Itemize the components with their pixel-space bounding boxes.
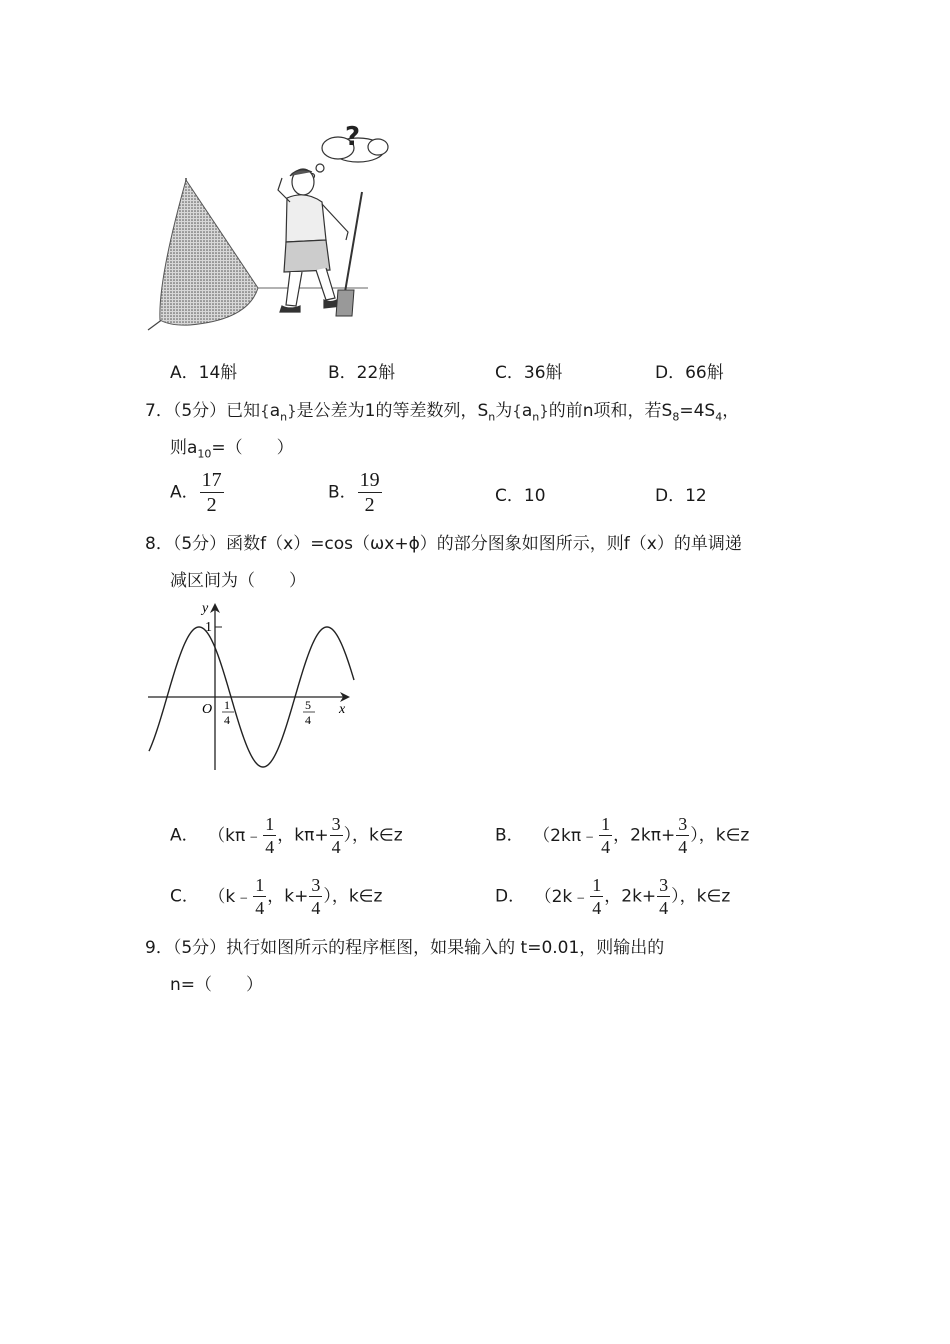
denominator: 4 <box>331 837 341 857</box>
stem-text: n=（ ） <box>170 975 264 995</box>
q9-stem-line1 <box>145 933 664 958</box>
x-axis-label: x <box>339 702 346 717</box>
denominator: 4 <box>601 837 611 857</box>
option-text: ），k∈z <box>690 825 750 846</box>
option-text: （k﹣ <box>216 886 253 907</box>
term-symbol: a <box>187 438 198 458</box>
option-letter: D． <box>495 886 526 907</box>
numerator: 17 <box>201 469 222 491</box>
seq-subscript: n <box>280 410 288 424</box>
fraction <box>358 470 382 515</box>
brace-left: { <box>260 402 270 420</box>
option-text: 36斛 <box>523 363 563 383</box>
fraction <box>263 815 276 856</box>
denominator: 4 <box>592 898 602 918</box>
q9-stem-line2 <box>170 970 263 995</box>
stem-text: 为 <box>495 401 513 421</box>
option-text: 22斛 <box>356 363 396 383</box>
q7-option-d[interactable] <box>655 481 707 506</box>
sum-subscript: 8 <box>672 410 680 424</box>
denominator: 4 <box>255 898 265 918</box>
seq-symbol: a <box>269 401 281 421</box>
denominator: 4 <box>678 837 688 857</box>
fraction <box>330 815 343 856</box>
sum-subscript: n <box>488 410 496 424</box>
option-letter: D． <box>655 363 686 383</box>
option-text: ，2kπ+ <box>613 825 676 846</box>
stem-text: （5分）执行如图所示的程序框图，如果输入的 t=0.01，则输出的 <box>172 938 665 958</box>
option-letter: C． <box>170 886 199 907</box>
denominator: 4 <box>659 898 669 918</box>
stem-text: 的前n项和，若 <box>548 401 662 421</box>
y-tick-label: 1 <box>205 620 212 635</box>
fraction <box>309 876 322 917</box>
option-text: 14斛 <box>198 363 238 383</box>
option-letter: B． <box>495 825 524 846</box>
q7-stem-line2 <box>170 433 294 460</box>
option-letter: C． <box>495 486 524 506</box>
q8-option-c[interactable] <box>170 876 382 917</box>
cosine-graph <box>140 598 370 783</box>
stem-text: ， <box>722 401 740 421</box>
option-letter: C． <box>495 363 524 383</box>
numerator: 3 <box>678 814 688 834</box>
option-letter: A． <box>170 363 199 383</box>
q7-option-a[interactable] <box>170 470 225 515</box>
y-axis-label: y <box>202 601 209 616</box>
sum-symbol: S <box>661 401 673 421</box>
denominator: 4 <box>311 898 321 918</box>
q7-stem-line1 <box>145 396 739 423</box>
term-subscript: 10 <box>197 447 212 461</box>
option-letter: B． <box>328 363 357 383</box>
q8-stem-line2 <box>170 566 306 591</box>
q6-option-b[interactable] <box>328 358 395 383</box>
numerator: 3 <box>331 814 341 834</box>
option-text: ，2k+ <box>604 886 657 907</box>
seq-subscript: n <box>532 410 540 424</box>
numerator: 1 <box>592 875 602 895</box>
option-text: ），k∈z <box>343 825 403 846</box>
stem-text: =4S <box>679 401 716 421</box>
q6-option-d[interactable] <box>655 358 724 383</box>
numerator: 3 <box>659 875 669 895</box>
numerator: 1 <box>601 814 611 834</box>
stem-text: 减区间为（ ） <box>170 571 306 591</box>
answer-blank: =（ ） <box>211 438 294 458</box>
numerator: 1 <box>265 814 275 834</box>
sum-subscript: 4 <box>715 410 723 424</box>
q8-option-a[interactable] <box>170 815 403 856</box>
tick-five-quarter-den: 4 <box>305 713 311 727</box>
denominator: 2 <box>364 494 375 516</box>
option-text: （kπ﹣ <box>216 825 263 846</box>
brace-right: } <box>287 402 297 420</box>
option-text: 66斛 <box>685 363 724 383</box>
denominator: 2 <box>206 494 217 516</box>
option-text: ，k+ <box>267 886 309 907</box>
numerator: 19 <box>359 469 380 491</box>
option-text: ），k∈z <box>323 886 383 907</box>
option-letter: A． <box>170 825 199 846</box>
fraction <box>200 470 224 515</box>
option-text: （2k﹣ <box>543 886 590 907</box>
brace-left: { <box>512 402 522 420</box>
grain-pile-illustration <box>140 120 390 335</box>
numerator: 1 <box>255 875 265 895</box>
option-text: 10 <box>523 486 546 506</box>
tick-quarter-den: 4 <box>224 713 230 727</box>
option-text: ），k∈z <box>671 886 731 907</box>
option-text: 12 <box>685 486 707 506</box>
option-letter: D． <box>655 486 686 506</box>
fraction <box>590 876 603 917</box>
sum-symbol: S <box>477 401 489 421</box>
option-text: ，kπ+ <box>277 825 329 846</box>
origin-label: O <box>202 702 213 717</box>
q8-option-d[interactable] <box>495 876 730 917</box>
q7-option-c[interactable] <box>495 481 546 506</box>
brace-right: } <box>539 402 549 420</box>
seq-symbol: a <box>521 401 533 421</box>
q8-option-b[interactable] <box>495 815 749 856</box>
denominator: 4 <box>265 837 275 857</box>
question-number: 9． <box>145 938 173 958</box>
option-letter: B． <box>328 482 357 503</box>
q6-option-a[interactable] <box>170 358 237 383</box>
stem-text: 已知 <box>226 401 261 421</box>
tick-quarter-num: 1 <box>224 698 230 712</box>
stem-text: 是公差为1的等差数列， <box>296 401 478 421</box>
option-letter: A． <box>170 482 199 503</box>
question-number: 8． <box>145 534 173 554</box>
numerator: 3 <box>311 875 321 895</box>
fraction <box>657 876 670 917</box>
question-number: 7． <box>145 401 173 421</box>
q6-option-c[interactable] <box>495 358 563 383</box>
q8-stem-line1 <box>145 529 742 554</box>
question-mark: ? <box>345 122 361 152</box>
fraction <box>253 876 266 917</box>
q7-option-b[interactable] <box>328 470 383 515</box>
score: （5分） <box>172 401 227 421</box>
fraction <box>676 815 689 856</box>
option-text: （2kπ﹣ <box>541 825 599 846</box>
fraction <box>599 815 612 856</box>
stem-text: 则 <box>170 438 187 458</box>
tick-five-quarter-num: 5 <box>305 698 311 712</box>
stem-text: （5分）函数f（x）=cos（ωx+ϕ）的部分图象如图所示，则f（x）的单调递 <box>172 534 742 554</box>
